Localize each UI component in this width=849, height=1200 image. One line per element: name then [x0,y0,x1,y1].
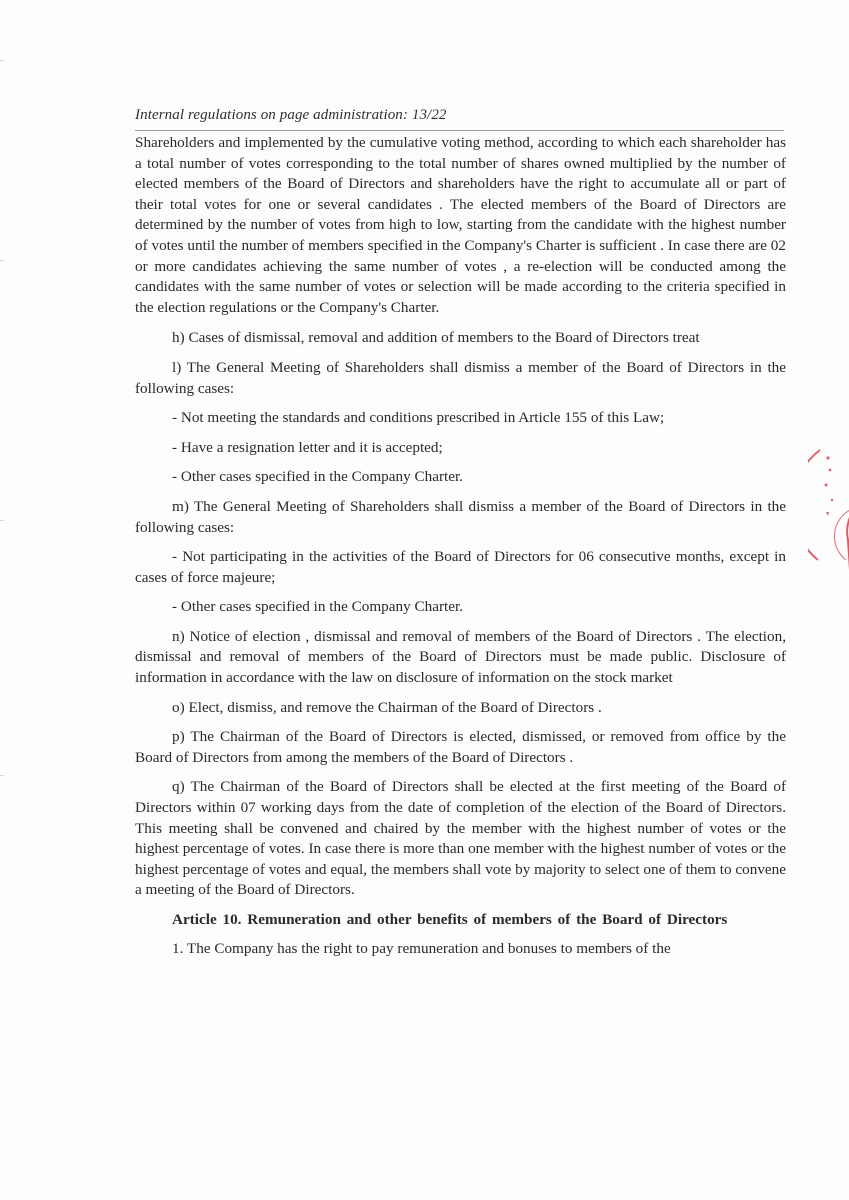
clause-p: p) The Chairman of the Board of Directors is elected, dismissed, or removed from office by the Board of Directors from among the members of the Board of Directors . [135,728,786,766]
body-paragraph: Shareholders and implemented by the cumulative voting method, according to which each shareholder has a total number of votes corresponding to the total number of shares owned multiplied by the number of elected members of the Board of Directors and shareholders have the right to accumulate all or part of their total votes for one or several candidates . The elected members of the Board of Directors are determined by the number of votes from high to low, starting from the candidate with the highest number of votes until the number of members specified in the Company's Charter is sufficient . In case there are 02 or more candidates achieving the same number of votes , a re-election will be conducted among the candidates with the same number of votes or selection will be made according to the criteria specified in the election regulations or the Company's Charter. [135,134,786,316]
clause-l: l) The General Meeting of Shareholders shall dismiss a member of the Board of Directors in the following cases: [135,358,786,397]
clause-l-item: - Have a resignation letter and it is accepted; [172,438,443,456]
page-header: Internal regulations on page administration: 13/22 [135,107,447,123]
header-divider [135,130,784,131]
clause-q: q) The Chairman of the Board of Directors shall be elected at the first meeting of the Board of Directors within 07 working days from the date of completion of the election of the Board of Directors. This meeting shall be convened and chaired by the member with the highest number of votes or the highest percentage of votes. In case there is more than one member with the highest number of votes or the highest percentage of votes and equal, the members shall vote by majority to select one of them to convene a meeting of the Board of Directors. [135,778,786,899]
clause-h: h) Cases of dismissal, removal and addition of members to the Board of Directors treat [172,329,700,347]
clause-n: n) Notice of election , dismissal and removal of members of the Board of Directors . The election, dismissal and removal of members of the Board of Directors must be made public. Disclosure of information in accordance with the law on disclosure of information on the stock market [135,627,786,687]
article-paragraph: 1. The Company has the right to pay remuneration and bonuses to members of the [172,939,671,957]
clause-l-item: - Other cases specified in the Company Charter. [172,468,464,486]
clause-m-item: - Other cases specified in the Company Charter. [172,598,464,616]
clause-m-item: - Not participating in the activities of the Board of Directors for 06 consecutive months, except in cases of force majeure; [135,548,786,586]
scan-margin-mark [0,520,4,521]
clause-o: o) Elect, dismiss, and remove the Chairman of the Board of Directors . [172,698,602,716]
scan-margin-mark [0,60,4,61]
article-heading: Article 10. Remuneration and other benefits of members of the Board of Directors [172,911,728,928]
clause-m: m) The General Meeting of Shareholders shall dismiss a member of the Board of Directors in the following cases: [135,497,786,536]
document-body [135,133,786,968]
scan-margin-mark [0,775,4,776]
company-seal-stamp-icon [808,440,849,590]
clause-l-item: - Not meeting the standards and conditions prescribed in Article 155 of this Law; [172,409,665,427]
scan-margin-mark [0,260,4,261]
